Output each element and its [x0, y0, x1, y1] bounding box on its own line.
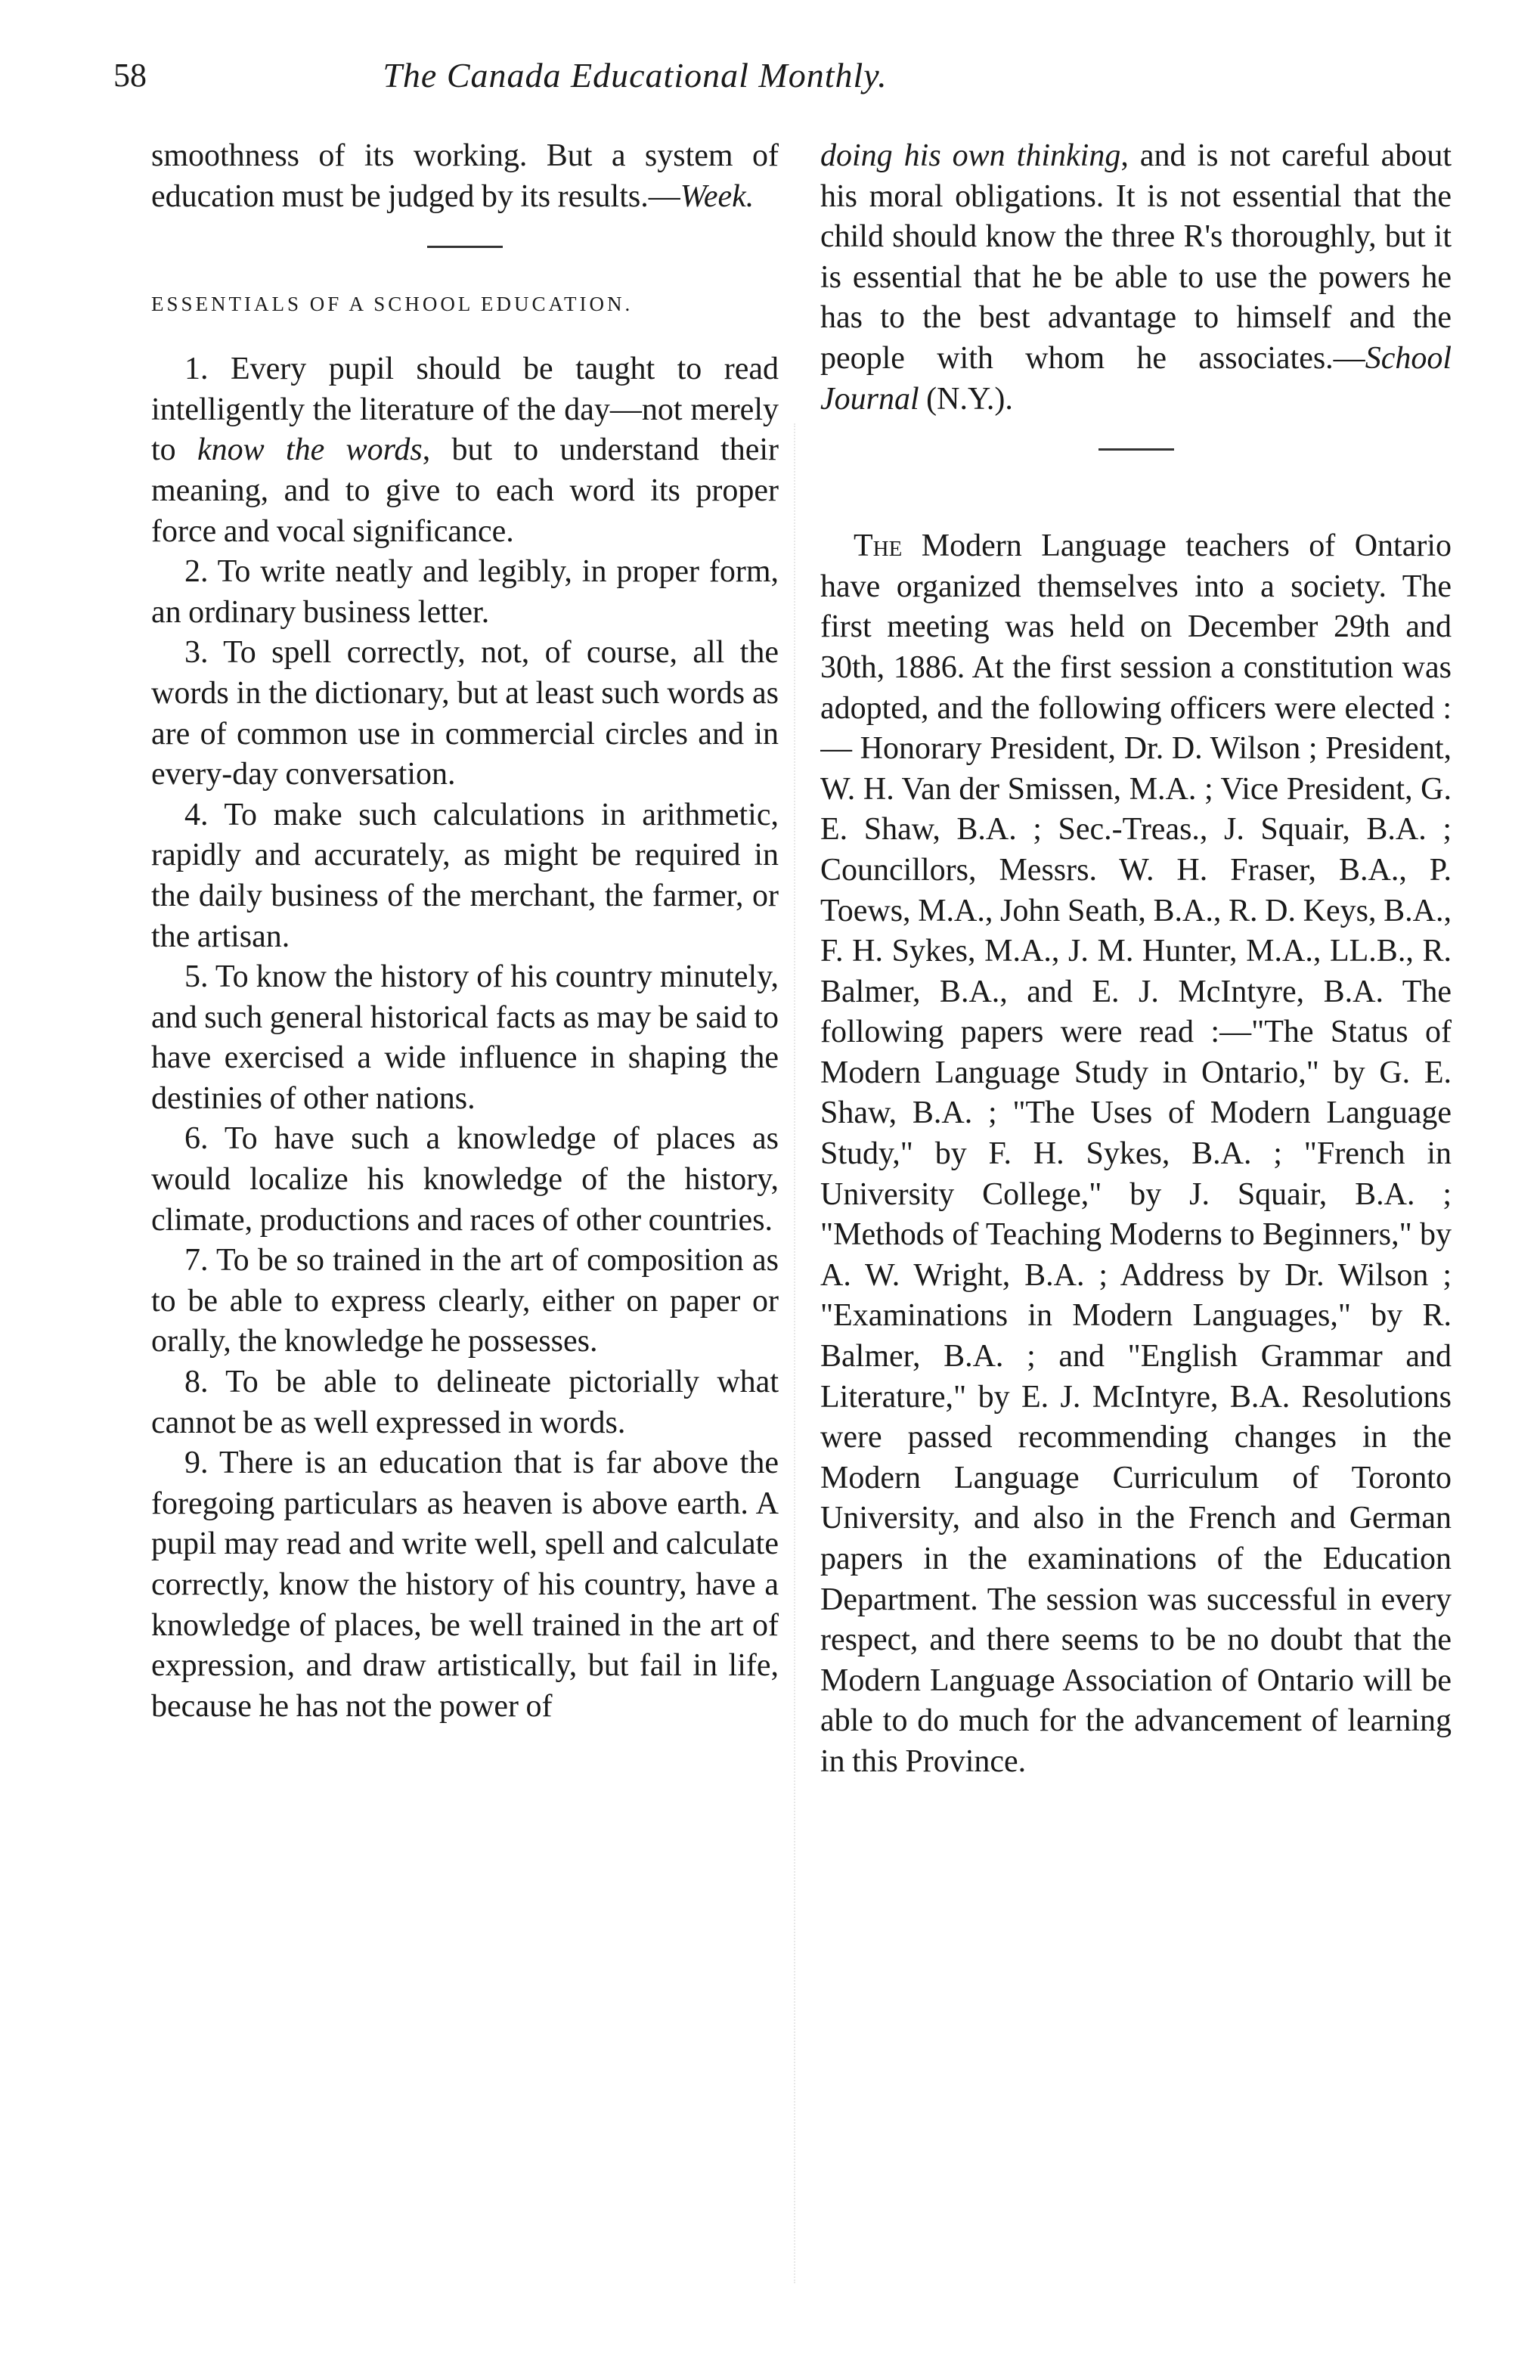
section-heading: ESSENTIALS OF A SCHOOL EDUCATION.: [151, 293, 634, 316]
item-1-tail: , but to understand their meaning, and to give to each word its proper force and vocal significance.: [151, 432, 779, 549]
citation-school-journal: School Journal: [820, 340, 1452, 417]
essential-item-9: 9. There is an education that is far above the foregoing particulars as heaven is above earth. A pupil may read and write well, spell and calculate correctly, know the history of his country, have a knowledge of places, be well trained in the art of expression, and draw artistically, but fail in life, because he has not the power of: [151, 1446, 779, 1724]
page-header: [113, 53, 1157, 113]
essential-item-8: 8. To be able to delineate pictorially what cannot be as well expressed in words.: [151, 1365, 779, 1440]
continuation-emphasis: doing his own thinking: [820, 138, 1121, 173]
essential-item-7: 7. To be so trained in the art of composition as to be able to express clearly, either on paper or orally, the knowledge he possesses.: [151, 1243, 779, 1359]
continuation-text: smoothness of its working. But a system of education must be judged by its results.—: [151, 138, 779, 214]
section-divider-right: [1098, 448, 1174, 451]
right-column: [820, 136, 1452, 2329]
article-first-word: The: [854, 528, 903, 564]
item-9-continuation: [820, 136, 1452, 420]
left-column: [151, 136, 779, 2329]
citation-suffix: (N.Y.).: [919, 381, 1013, 417]
essential-item-1: [151, 349, 779, 552]
modern-language-article: [820, 526, 1452, 1782]
essential-item-5: 5. To know the history of his country minutely, and such general historical facts as may be said to have exercised a wide influence in shaping the destinies of other nations.: [151, 959, 779, 1116]
item-1-lead: 1. Every pupil should be taught to read intelligently the literature of the day—not merely to: [151, 352, 779, 468]
article-body: Modern Language teachers of Ontario have organized themselves into a society. The first meeting was held on December 29th and 30th, 1886. At the first session a constitution was adopted, and the following officers were elected : — Honorary President, Dr. D. Wilson ; President, W. H. Van der Smissen, M.A. ; Vice President, G. E. Shaw, B.A. ; Sec.-Treas., J. Squair, B.A. ; Councillors, Messrs. W. H. Fraser, B.A., P. Toews, M.A., John Seath, B.A., R. D. Keys, B.A., F. H. Sykes, M.A., J. M. Hunter, M.A., LL.B., R. Balmer, B.A., and E. J. McIntyre, B.A. The following papers were read :—"The Status of Modern Language Study in Ontario," by G. E. Shaw, B.A. ; "The Uses of Modern Language Study," by F. H. Sykes, B.A. ; "French in University College," by J. Squair, B.A. ; "Methods of Teaching Moderns to Beginners," by A. W. Wright, B.A. ; Address by Dr. Wilson ; "Examinations in Modern Languages," by R. Balmer, B.A. ; and "English Grammar and Literature," by E. J. McIntyre, B.A. Resolutions were passed recommending changes in the Modern Language Curriculum of Toronto University, and also in the French and German papers in the examinations of the Education Department. The session was successful in every respect, and there seems to be no doubt that the Modern Language Association of Ontario will be able to do much for the advancement of learning in this Province.: [820, 528, 1452, 1779]
page-number: 58: [113, 57, 147, 94]
column-gutter: [794, 423, 810, 2283]
essential-item-6: 6. To have such a knowledge of places as would localize his knowledge of the history, climate, productions and races of other countries.: [151, 1121, 779, 1238]
essential-item-3: 3. To spell correctly, not, of course, all the words in the dictionary, but at least such words as are of common use in commercial circles and in every-day conversation.: [151, 635, 779, 792]
citation-week: Week.: [680, 178, 755, 214]
continuation-body: , and is not careful about his moral obligations. It is not essential that the child should know the three R's thoroughly, but it is essential that he be able to use the powers he has to the best advantage to himself and the people with whom he associates.—: [820, 138, 1452, 376]
essential-item-4: 4. To make such calculations in arithmetic, rapidly and accurately, as might be required in the daily business of the merchant, the farmer, or the artisan.: [151, 797, 779, 954]
running-title: The Canada Educational Monthly.: [383, 56, 888, 95]
article-continuation: [151, 136, 779, 217]
section-divider: [427, 246, 503, 248]
item-1-emphasis: know the words: [197, 432, 423, 468]
essential-item-2: 2. To write neatly and legibly, in proper form, an ordinary business letter.: [151, 554, 779, 630]
